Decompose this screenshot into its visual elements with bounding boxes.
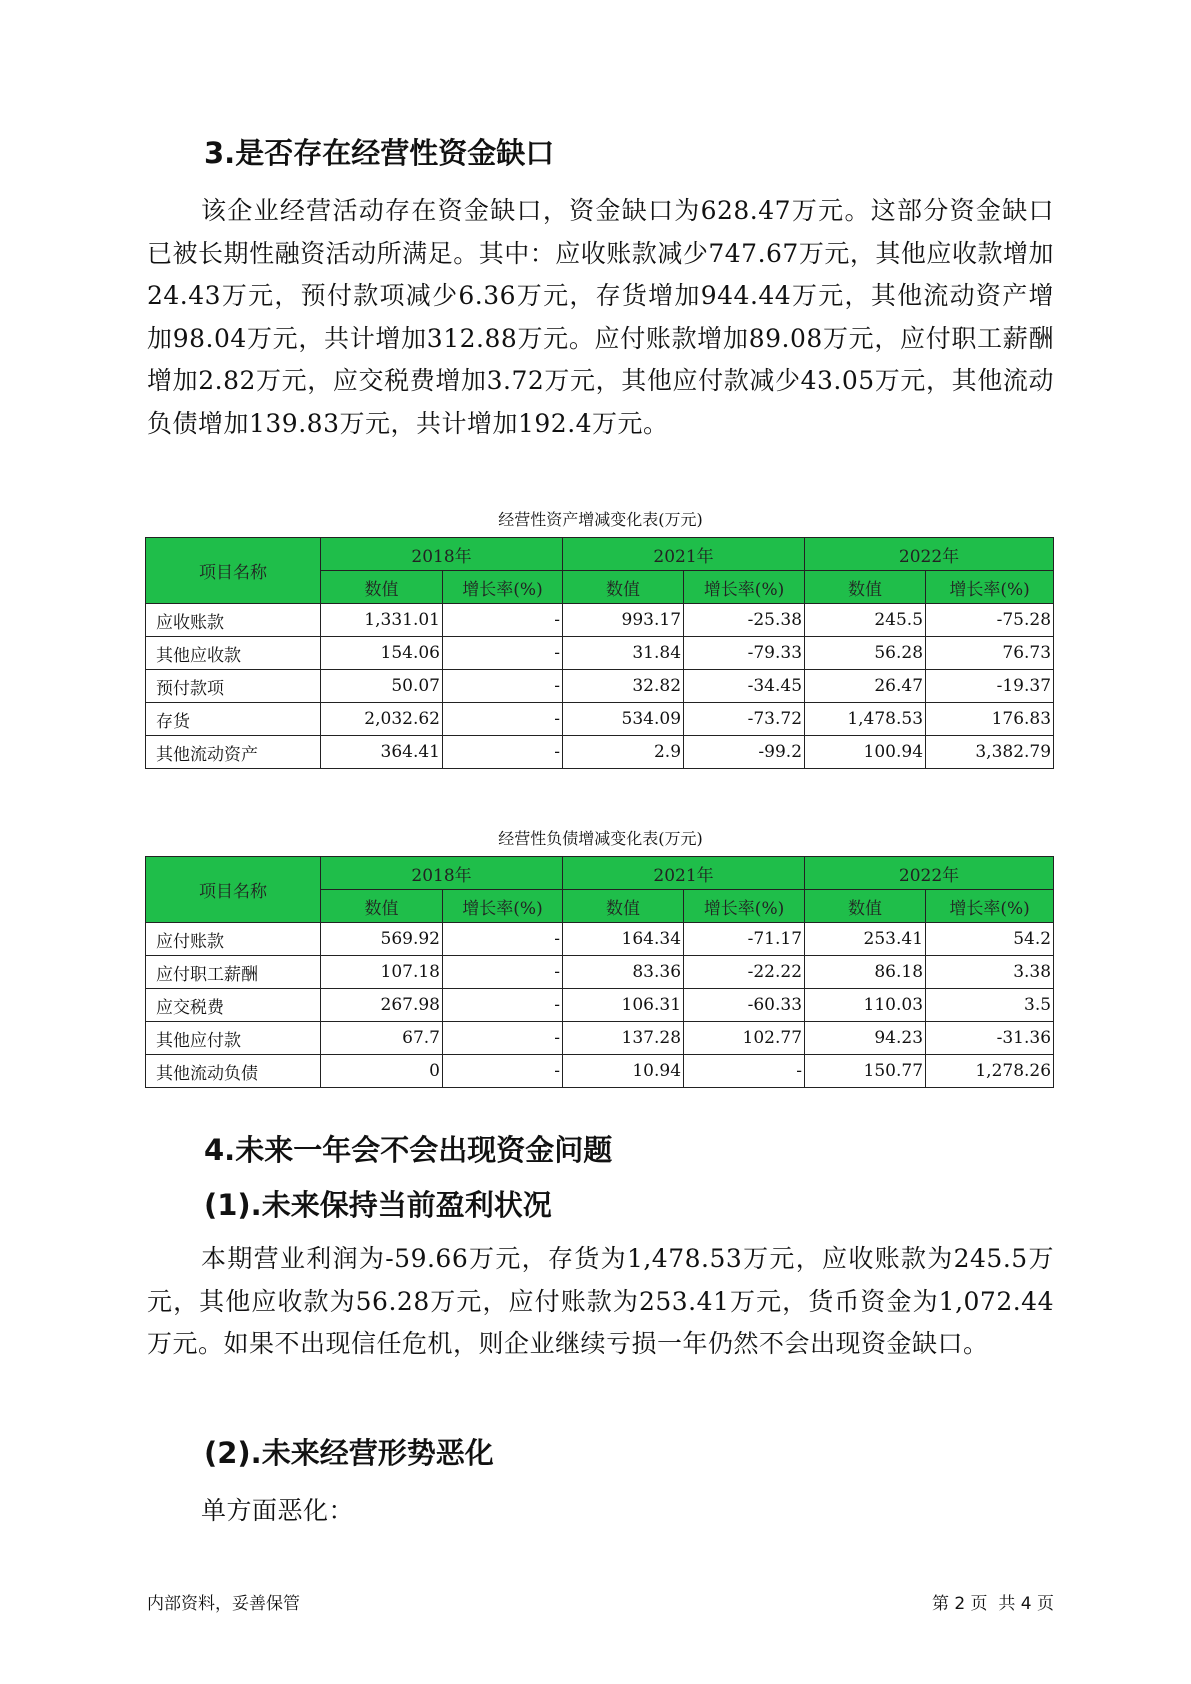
row-name: 应付账款 — [146, 923, 321, 956]
cell: 2.9 — [563, 736, 684, 769]
cell: 364.41 — [321, 736, 443, 769]
liability-change-table — [145, 856, 1054, 1088]
cell: 267.98 — [321, 989, 443, 1022]
cell: 253.41 — [805, 923, 926, 956]
cell: 56.28 — [805, 637, 926, 670]
header-value: 数值 — [563, 571, 684, 604]
section-4-2-paragraph: 单方面恶化： — [201, 1496, 355, 1525]
asset-change-table — [145, 537, 1054, 769]
cell: - — [443, 604, 563, 637]
cell: 1,331.01 — [321, 604, 443, 637]
cell: -31.36 — [926, 1022, 1054, 1055]
cell: 100.94 — [805, 736, 926, 769]
table-row — [146, 703, 1054, 736]
table-row — [146, 956, 1054, 989]
cell: -19.37 — [926, 670, 1054, 703]
table-row — [146, 670, 1054, 703]
cell: - — [443, 956, 563, 989]
cell: 67.7 — [321, 1022, 443, 1055]
cell: 164.34 — [563, 923, 684, 956]
cell: 106.31 — [563, 989, 684, 1022]
cell: 150.77 — [805, 1055, 926, 1088]
header-year-2022: 2022年 — [805, 538, 1054, 571]
cell: 176.83 — [926, 703, 1054, 736]
section-4-1-paragraph: 本期营业利润为-59.66万元，存货为1,478.53万元，应收账款为245.5万元，其他应收款为56.28万元，应付账款为253.41万元，货币资金为1,072.44万元。如果不出现信任危机，则企业继续亏损一年仍然不会出现资金缺口。 — [147, 1244, 1054, 1358]
header-item-name: 项目名称 — [146, 857, 321, 923]
cell: - — [443, 989, 563, 1022]
section-3-paragraph: 该企业经营活动存在资金缺口，资金缺口为628.47万元。这部分资金缺口已被长期性融资活动所满足。其中：应收账款减少747.67万元，其他应收款增加24.43万元，预付款项减少6.36万元，存货增加944.44万元，其他流动资产增加98.04万元，共计增加312.88万元。应付账款增加89.08万元，应付职工薪酬增加2.82万元，应交税费增加3.72万元，其他应付款减少43.05万元，其他流动负债增加139.83万元，共计增加192.4万元。 — [147, 196, 1054, 438]
section-heading-4-1: (1).未来保持当前盈利状况 — [204, 1188, 552, 1222]
cell: 1,278.26 — [926, 1055, 1054, 1088]
cell: -79.33 — [684, 637, 805, 670]
cell: - — [443, 1055, 563, 1088]
cell: -99.2 — [684, 736, 805, 769]
cell: 154.06 — [321, 637, 443, 670]
header-value: 数值 — [321, 890, 443, 923]
cell: -25.38 — [684, 604, 805, 637]
cell: - — [443, 703, 563, 736]
header-value: 数值 — [805, 571, 926, 604]
cell: - — [443, 670, 563, 703]
header-year-2018: 2018年 — [321, 538, 563, 571]
cell: - — [443, 923, 563, 956]
header-year-2022: 2022年 — [805, 857, 1054, 890]
cell: 31.84 — [563, 637, 684, 670]
cell: -22.22 — [684, 956, 805, 989]
page-number: 第 2 页 共 4 页 — [931, 1594, 1054, 1614]
header-year-2018: 2018年 — [321, 857, 563, 890]
cell: 10.94 — [563, 1055, 684, 1088]
header-growth: 增长率(%) — [443, 571, 563, 604]
row-name: 其他应付款 — [146, 1022, 321, 1055]
cell: 54.2 — [926, 923, 1054, 956]
table-row — [146, 989, 1054, 1022]
table-row — [146, 1022, 1054, 1055]
row-name: 应收账款 — [146, 604, 321, 637]
table-row — [146, 1055, 1054, 1088]
cell: 50.07 — [321, 670, 443, 703]
cell: -73.72 — [684, 703, 805, 736]
cell: 94.23 — [805, 1022, 926, 1055]
cell: 3.38 — [926, 956, 1054, 989]
cell: 3,382.79 — [926, 736, 1054, 769]
section-heading-4-2: (2).未来经营形势恶化 — [204, 1436, 494, 1470]
header-growth: 增长率(%) — [684, 571, 805, 604]
cell: - — [443, 736, 563, 769]
cell: 0 — [321, 1055, 443, 1088]
header-value: 数值 — [805, 890, 926, 923]
cell: 534.09 — [563, 703, 684, 736]
cell: 137.28 — [563, 1022, 684, 1055]
cell: 32.82 — [563, 670, 684, 703]
cell: 245.5 — [805, 604, 926, 637]
cell: -71.17 — [684, 923, 805, 956]
header-year-2021: 2021年 — [563, 538, 805, 571]
cell: 3.5 — [926, 989, 1054, 1022]
row-name: 存货 — [146, 703, 321, 736]
cell: 76.73 — [926, 637, 1054, 670]
cell: -60.33 — [684, 989, 805, 1022]
asset-table-caption: 经营性资产增减变化表(万元) — [498, 510, 703, 529]
row-name: 预付款项 — [146, 670, 321, 703]
cell: 110.03 — [805, 989, 926, 1022]
header-value: 数值 — [563, 890, 684, 923]
cell: - — [684, 1055, 805, 1088]
cell: 86.18 — [805, 956, 926, 989]
header-value: 数值 — [321, 571, 443, 604]
row-name: 应交税费 — [146, 989, 321, 1022]
header-growth: 增长率(%) — [443, 890, 563, 923]
cell: -34.45 — [684, 670, 805, 703]
header-growth: 增长率(%) — [926, 571, 1054, 604]
header-growth: 增长率(%) — [926, 890, 1054, 923]
cell: 2,032.62 — [321, 703, 443, 736]
cell: 993.17 — [563, 604, 684, 637]
cell: 107.18 — [321, 956, 443, 989]
table-row — [146, 604, 1054, 637]
cell: - — [443, 637, 563, 670]
header-year-2021: 2021年 — [563, 857, 805, 890]
cell: 26.47 — [805, 670, 926, 703]
cell: 102.77 — [684, 1022, 805, 1055]
liability-table-caption: 经营性负债增减变化表(万元) — [498, 829, 703, 848]
cell: 569.92 — [321, 923, 443, 956]
row-name: 应付职工薪酬 — [146, 956, 321, 989]
cell: - — [443, 1022, 563, 1055]
row-name: 其他流动负债 — [146, 1055, 321, 1088]
section-heading-3: 3.是否存在经营性资金缺口 — [204, 136, 555, 170]
section-heading-4: 4.未来一年会不会出现资金问题 — [204, 1133, 613, 1167]
table-row — [146, 637, 1054, 670]
header-growth: 增长率(%) — [684, 890, 805, 923]
row-name: 其他流动资产 — [146, 736, 321, 769]
cell: -75.28 — [926, 604, 1054, 637]
cell: 83.36 — [563, 956, 684, 989]
table-row — [146, 736, 1054, 769]
row-name: 其他应收款 — [146, 637, 321, 670]
header-item-name: 项目名称 — [146, 538, 321, 604]
footer-note: 内部资料，妥善保管 — [147, 1594, 300, 1614]
cell: 1,478.53 — [805, 703, 926, 736]
table-row — [146, 923, 1054, 956]
